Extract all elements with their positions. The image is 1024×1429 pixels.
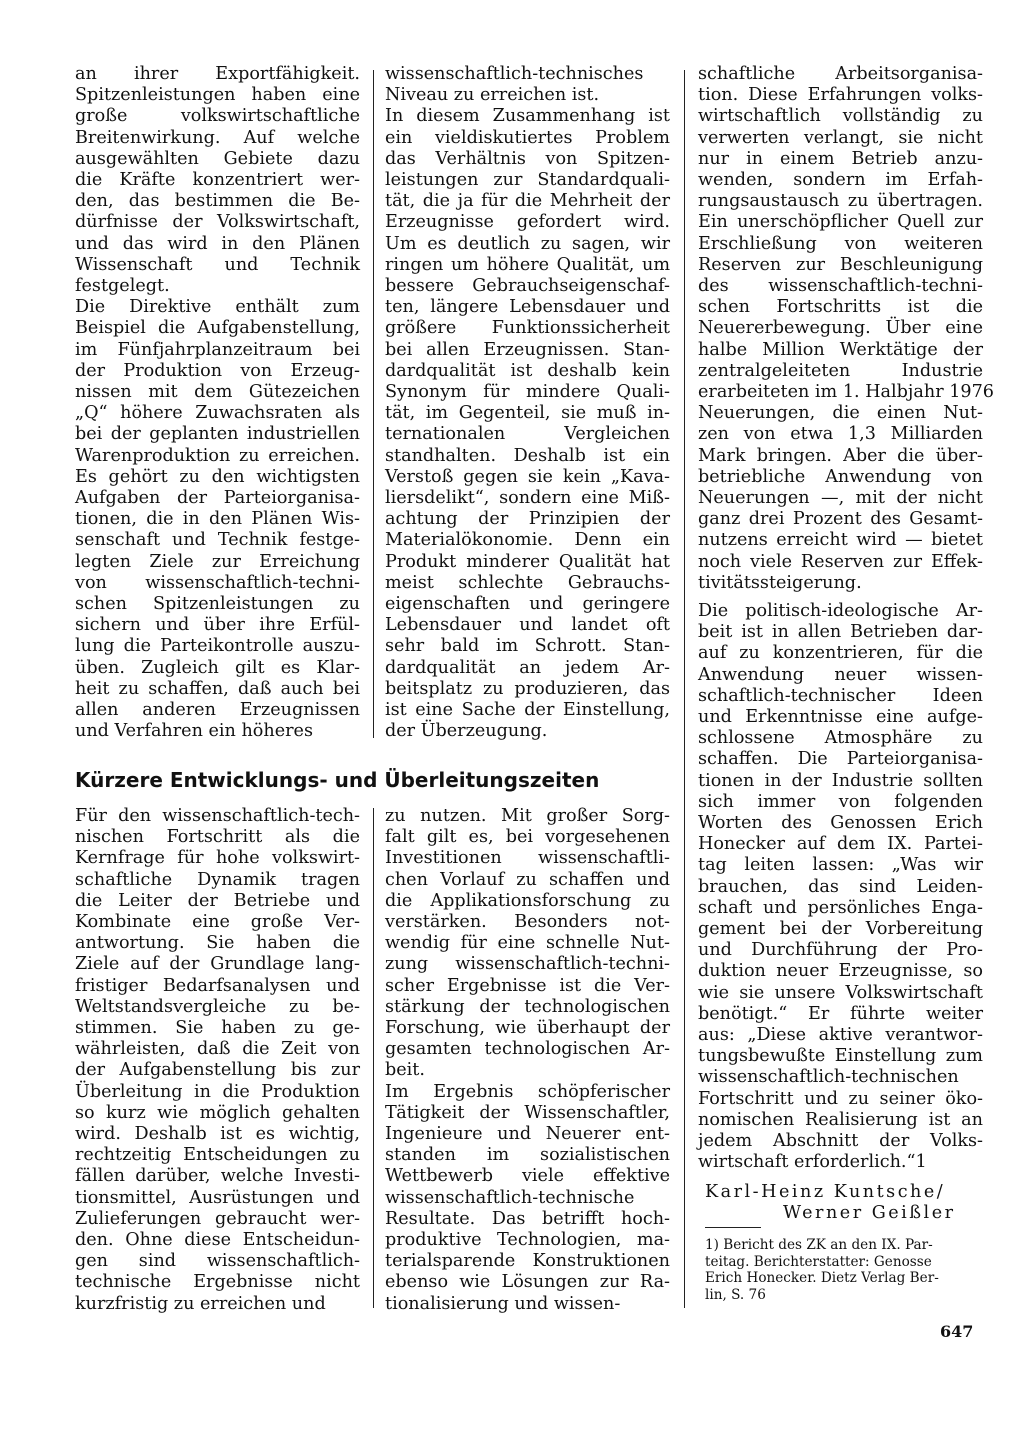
text-line: senschaft und Technik festge- xyxy=(75,530,360,551)
text-line: Neuerungen, die einen Nut- xyxy=(698,403,983,424)
text-line: chen Vorlauf zu schaffen und xyxy=(385,869,670,890)
text-line: standen im sozialistischen xyxy=(385,1145,670,1166)
column-divider-right xyxy=(684,70,685,1308)
text-line: Die Direktive enthält zum xyxy=(75,297,360,318)
text-line: stimmen. Sie haben zu ge- xyxy=(75,1018,360,1038)
text-line: aus: „Diese aktive verantwor- xyxy=(698,1025,983,1045)
text-line: Um es deutlich zu sagen, wir xyxy=(385,233,670,254)
text-line: der Überzeugung. xyxy=(385,721,548,742)
text-line: Fortschritt und zu seiner öko- xyxy=(698,1088,983,1109)
text-line: nischen Fortschritt als die xyxy=(75,827,360,848)
text-line: wie sie unsere Volkswirtschaft xyxy=(698,982,983,1003)
text-line: duktion neuer Erzeugnisse, so xyxy=(698,961,983,982)
text-line: im Fünfjahrplanzeitraum bei xyxy=(75,339,360,360)
text-line: der Produktion von Erzeug- xyxy=(75,360,360,381)
text-line: dardqualität an jedem Ar- xyxy=(385,657,670,678)
text-line: ringen um höhere Qualität, um xyxy=(385,254,670,275)
text-line: Weltstandsvergleiche zu be- xyxy=(75,996,360,1017)
text-line: sich immer von folgenden xyxy=(698,791,983,812)
text-line: Ziele auf der Grundlage lang- xyxy=(75,954,360,975)
text-line: terialsparende Konstruktionen xyxy=(385,1251,670,1272)
text-line: verstärken. Besonders not- xyxy=(385,912,670,932)
text-line: dardqualität ist deshalb kein xyxy=(385,360,670,381)
text-line: jedem Abschnitt der Volks- xyxy=(698,1131,983,1151)
text-line: tät, im Gegenteil, sie muß in- xyxy=(385,403,670,424)
text-line: den. Ohne diese Entscheidun- xyxy=(75,1230,360,1250)
text-line: Aufgaben der Parteiorganisa- xyxy=(75,488,360,508)
text-line: Produkt minderer Qualität hat xyxy=(385,551,670,572)
text-line: festgelegt. xyxy=(75,276,170,296)
column-divider-top xyxy=(373,70,374,738)
text-line: In diesem Zusammenhang ist xyxy=(385,106,670,127)
text-line: wenden, sondern im Erfah- xyxy=(698,170,983,190)
text-line: so kurz wie möglich gehalten xyxy=(75,1102,360,1123)
text-line: die Applikationsforschung zu xyxy=(385,890,670,911)
text-line: Zulieferungen gebraucht wer- xyxy=(75,1208,360,1229)
column-divider-bottom xyxy=(373,808,374,1308)
text-line: Worten des Genossen Erich xyxy=(698,813,983,833)
text-line: Resultate. Das betrifft hoch- xyxy=(385,1208,670,1229)
text-line: schaftliche Arbeitsorganisa- xyxy=(698,64,983,84)
text-line: wissenschaftlich-technische xyxy=(385,1187,635,1208)
text-line: Kombinate eine große Ver- xyxy=(75,912,360,932)
text-line: fällen darüber, welche Investi- xyxy=(75,1166,360,1187)
text-line: fristiger Bedarfsanalysen und xyxy=(75,975,360,996)
text-line: antwortung. Sie haben die xyxy=(75,933,360,954)
text-line: Verstoß gegen sie kein „Kava- xyxy=(385,466,670,487)
text-line: stärkung der technologischen xyxy=(385,996,670,1017)
text-line: schaftlich-technischer Ideen xyxy=(698,685,983,706)
text-line: ganz drei Prozent des Gesamt- xyxy=(698,509,983,530)
footnote-rule xyxy=(705,1227,761,1228)
footnote-line: Erich Honecker. Dietz Verlag Ber- xyxy=(705,1270,939,1286)
text-line: Beispiel die Aufgabenstellung, xyxy=(75,318,360,339)
text-line: allen anderen Erzeugnissen xyxy=(75,700,360,720)
text-line: tungsbewußte Einstellung zum xyxy=(698,1046,983,1067)
text-line: Materialökonomie. Denn ein xyxy=(385,530,670,551)
text-line: noch viele Reserven zur Effek- xyxy=(698,551,983,572)
text-line: nissen mit dem Gütezeichen xyxy=(75,382,360,402)
text-line: ist eine Sache der Einstellung, xyxy=(385,700,670,720)
text-line: und Durchführung der Pro- xyxy=(698,940,983,961)
text-line: lung die Parteikontrolle auszu- xyxy=(75,636,360,657)
text-line: dürfnisse der Volkswirtschaft, xyxy=(75,212,360,233)
text-line: von wissenschaftlich-techni- xyxy=(75,572,360,593)
text-line: betriebliche Anwendung von xyxy=(698,466,983,487)
text-line: Neuererbewegung. Über eine xyxy=(698,318,983,339)
text-line: ternationalen Vergleichen xyxy=(385,424,670,445)
text-line: üben. Zugleich gilt es Klar- xyxy=(75,657,360,678)
text-line: Warenproduktion zu erreichen. xyxy=(75,445,360,466)
text-line: an ihrer Exportfähigkeit. xyxy=(75,64,360,84)
text-line: Mark bringen. Aber die über- xyxy=(698,445,983,466)
text-line: produktive Technologien, ma- xyxy=(385,1230,670,1250)
footnote-line: lin, S. 76 xyxy=(705,1286,766,1303)
text-line: Breitenwirkung. Auf welche xyxy=(75,127,360,148)
text-line: zu nutzen. Mit großer Sorg- xyxy=(385,806,670,826)
text-line: Wissenschaft und Technik xyxy=(75,254,360,275)
text-line: zung wissenschaftlich-techni- xyxy=(385,954,670,975)
text-line: Tätigkeit der Wissenschaftler, xyxy=(385,1102,670,1123)
text-line: verwerten verlangt, sie nicht xyxy=(698,127,983,148)
text-line: technische Ergebnisse nicht xyxy=(75,1272,360,1293)
text-line: Im Ergebnis schöpferischer xyxy=(385,1081,670,1102)
text-line: Niveau zu erreichen ist. xyxy=(385,85,600,106)
text-line: gen sind wissenschaftlich- xyxy=(75,1251,360,1272)
text-line: benötigt.“ Er führte weiter xyxy=(698,1003,983,1024)
text-line: der Aufgabenstellung bis zur xyxy=(75,1060,360,1081)
text-line: standhalten. Deshalb ist ein xyxy=(385,445,670,466)
footnote-line: teitag. Berichterstatter: Genosse xyxy=(705,1253,932,1270)
text-line: den, das bestimmen die Be- xyxy=(75,191,360,212)
text-line: Wettbewerb viele effektive xyxy=(385,1166,670,1187)
text-line: schen Spitzenleistungen zu xyxy=(75,594,360,614)
text-line: beitsplatz zu produzieren, das xyxy=(385,678,670,699)
text-line: schen Fortschritts ist die xyxy=(698,297,983,318)
text-line: Überleitung in die Produktion xyxy=(75,1081,360,1102)
text-line: schaftliche Dynamik tragen xyxy=(75,869,360,890)
text-line: eigenschaften und geringere xyxy=(385,594,670,614)
text-line: tag leiten lassen: „Was wir xyxy=(698,855,983,876)
text-line: Für den wissenschaftlich-tech- xyxy=(75,806,360,826)
text-line: und Verfahren ein höheres xyxy=(75,721,313,742)
text-line: sichern und über ihre Erfül- xyxy=(75,615,360,636)
text-line: große volkswirtschaftliche xyxy=(75,106,360,127)
text-line: Lebensdauer und landet oft xyxy=(385,615,670,636)
text-line: gesamten technologischen Ar- xyxy=(385,1039,670,1060)
text-line: die Kräfte konzentriert wer- xyxy=(75,170,360,190)
text-line: tion. Diese Erfahrungen volks- xyxy=(698,85,983,106)
text-line: währleisten, daß die Zeit von xyxy=(75,1039,360,1060)
text-line: Spitzenleistungen haben eine xyxy=(75,85,360,106)
text-line: tionen, die in den Plänen Wis- xyxy=(75,509,360,530)
text-line: Es gehört zu den wichtigsten xyxy=(75,466,360,487)
text-line: achtung der Prinzipien der xyxy=(385,509,670,530)
text-line: Investitionen wissenschaftli- xyxy=(385,848,670,869)
text-line: tät, die ja für die Mehrheit der xyxy=(385,191,670,212)
text-line: ausgewählten Gebiete dazu xyxy=(75,148,360,169)
text-line: wirtschaftlich vollständig zu xyxy=(698,106,983,127)
text-line: tionen in der Industrie sollten xyxy=(698,770,983,791)
text-line: tionsmittel, Ausrüstungen und xyxy=(75,1187,360,1208)
text-line: wird. Deshalb ist es wichtig, xyxy=(75,1124,360,1144)
text-line: bessere Gebrauchseigenschaf- xyxy=(385,276,670,296)
text-line: Reserven zur Beschleunigung xyxy=(698,254,983,275)
text-line: und das wird in den Plänen xyxy=(75,233,360,254)
author-line-2: Werner Geißler xyxy=(783,1203,956,1223)
text-line: scher Ergebnisse ist die Ver- xyxy=(385,975,670,996)
text-line: auf zu konzentrieren, für die xyxy=(698,643,983,664)
text-line: bei der geplanten industriellen xyxy=(75,424,360,445)
text-line: rechtzeitig Entscheidungen zu xyxy=(75,1145,360,1166)
text-line: nomischen Realisierung ist an xyxy=(698,1109,983,1130)
text-line: meist schlechte Gebrauchs- xyxy=(385,572,670,593)
page-number: 647 xyxy=(940,1322,974,1341)
text-line: falt gilt es, bei vorgesehenen xyxy=(385,827,670,848)
text-line: Honecker auf dem IX. Partei- xyxy=(698,834,983,855)
text-line: heit zu schaffen, daß auch bei xyxy=(75,678,360,699)
text-line: nur in einem Betrieb anzu- xyxy=(698,148,983,169)
text-line: und Erkenntnisse eine aufge- xyxy=(698,707,983,727)
text-line: Synonym für mindere Quali- xyxy=(385,382,670,402)
text-line: Anwendung neuer wissen- xyxy=(698,664,983,685)
text-line: zentralgeleiteten Industrie xyxy=(698,360,983,381)
text-line: gement bei der Vorbereitung xyxy=(698,919,983,939)
text-line: zen von etwa 1,3 Milliarden xyxy=(698,424,983,445)
text-line: schaft und persönliches Enga- xyxy=(698,897,983,918)
text-line: wirtschaft erforderlich.“1 xyxy=(698,1152,927,1173)
text-line: beit ist in allen Betrieben dar- xyxy=(698,622,983,643)
text-line: Ein unerschöpflicher Quell zur xyxy=(698,212,983,233)
text-line: halbe Million Werktätige der xyxy=(698,339,983,360)
text-line: Ingenieure und Neuerer ent- xyxy=(385,1124,670,1144)
text-line: schaffen. Die Parteiorganisa- xyxy=(698,749,983,770)
text-line: des wissenschaftlich-techni- xyxy=(698,276,983,296)
text-line: beit. xyxy=(385,1060,425,1081)
text-line: tivitätssteigerung. xyxy=(698,572,862,593)
text-line: Neuerungen —, mit der nicht xyxy=(698,488,983,508)
text-line: das Verhältnis von Spitzen- xyxy=(385,148,670,169)
text-line: legten Ziele zur Erreichung xyxy=(75,551,360,572)
text-line: ebenso wie Lösungen zur Ra- xyxy=(385,1272,670,1293)
text-line: Erschließung von weiteren xyxy=(698,233,983,254)
text-line: wissenschaftlich-technisches xyxy=(385,64,644,84)
text-line: brauchen, das sind Leiden- xyxy=(698,876,983,897)
author-line-1: Karl-Heinz Kuntsche/ xyxy=(705,1182,946,1202)
text-line: kurzfristig zu erreichen und xyxy=(75,1293,326,1314)
text-line: wissenschaftlich-technischen xyxy=(698,1067,959,1088)
text-line: die Leiter der Betriebe und xyxy=(75,890,360,911)
text-line: ein vieldiskutiertes Problem xyxy=(385,127,670,148)
footnote-line: 1) Bericht des ZK an den IX. Par- xyxy=(705,1237,933,1253)
text-line: leistungen zur Standardquali- xyxy=(385,170,670,190)
text-line: Kernfrage für hohe volkswirt- xyxy=(75,848,360,869)
text-line: Die politisch-ideologische Ar- xyxy=(698,601,983,621)
text-line: wendig für eine schnelle Nut- xyxy=(385,933,670,954)
text-line: liersdelikt“, sondern eine Miß- xyxy=(385,488,670,508)
text-line: nutzens erreicht wird — bietet xyxy=(698,530,983,551)
text-line: rungsaustausch zu übertragen. xyxy=(698,191,983,212)
text-line: „Q“ höhere Zuwachsraten als xyxy=(75,403,360,424)
text-line: ten, längere Lebensdauer und xyxy=(385,297,670,318)
text-line: schlossene Atmosphäre zu xyxy=(698,728,983,749)
section-heading: Kürzere Entwicklungs- und Überleitungszeiten xyxy=(75,768,600,792)
text-line: sehr bald im Schrott. Stan- xyxy=(385,636,670,657)
text-line: tionalisierung und wissen- xyxy=(385,1293,621,1314)
text-line: Erzeugnisse gefordert wird. xyxy=(385,212,670,233)
text-line: größere Funktionssicherheit xyxy=(385,318,670,339)
text-line: bei allen Erzeugnissen. Stan- xyxy=(385,339,670,360)
text-line: erarbeiteten im 1. Halbjahr 1976 xyxy=(698,382,994,402)
text-line: Forschung, wie überhaupt der xyxy=(385,1018,670,1038)
